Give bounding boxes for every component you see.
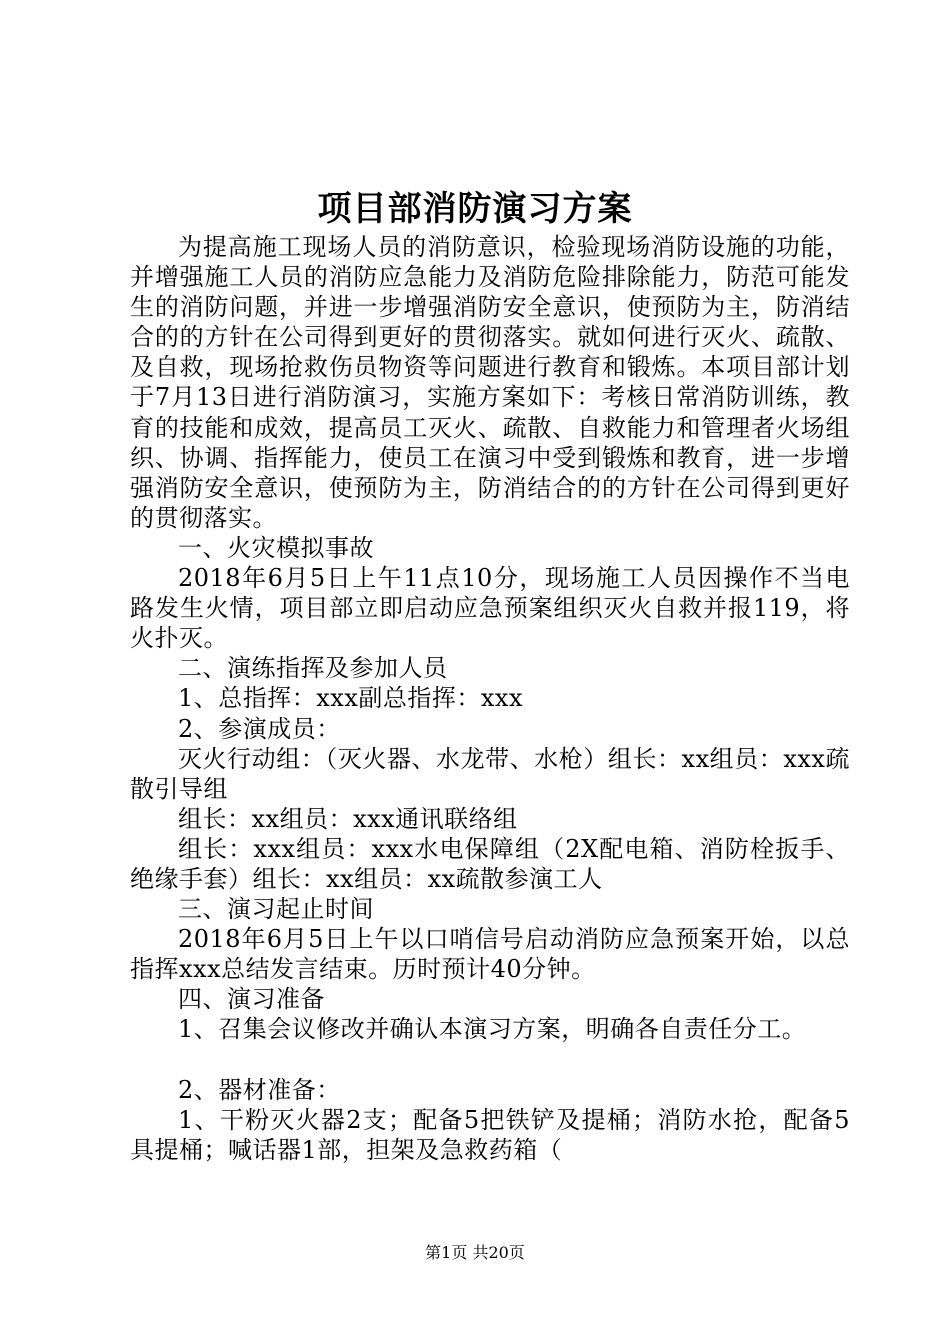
section-heading-command-personnel: 二、演练指挥及参加人员 [178, 654, 448, 683]
fire-simulation-paragraph: 2018年6月5日上午11点10分，现场施工人员因操作不当电路发生火情，项目部立即启动应急预案组织灭火自救并报119，将火扑灭。 [130, 564, 850, 653]
time-paragraph: 2018年6月5日上午以口哨信号启动消防应急预案开始，以总指挥xxx总结发言结束。历时预计40分钟。 [130, 925, 850, 984]
section-heading-preparation: 四、演习准备 [178, 985, 325, 1014]
section-heading-time: 三、演习起止时间 [178, 895, 374, 924]
page-number-footer: 第1页 共20页 [425, 1243, 525, 1262]
commander-line: 1、总指挥：xxx副总指挥：xxx [178, 684, 523, 713]
document-body [130, 232, 850, 1165]
equipment-list-paragraph: 1、干粉灭火器2支；配备5把铁铲及提桶；消防水抢，配备5具提桶；喊话器1部，担架及急救药箱（ [130, 1105, 850, 1164]
section-heading-fire-simulation: 一、火灾模拟事故 [178, 533, 374, 562]
participants-line: 2、参演成员： [178, 714, 341, 743]
equipment-heading-line: 2、器材准备： [178, 1075, 341, 1104]
preparation-meeting-line: 1、召集会议修改并确认本演习方案，明确各自责任分工。 [178, 1015, 807, 1044]
firefighting-group-line: 灭火行动组：（灭火器、水龙带、水枪）组长：xx组员：xxx疏散引导组 [130, 744, 850, 803]
communication-group-line: 组长：xxx组员：xxx水电保障组（2X配电箱、消防栓扳手、绝缘手套）组长：xx组员：xx疏散参演工人 [130, 834, 850, 893]
evacuation-group-line: 组长：xx组员：xxx通讯联络组 [178, 804, 518, 833]
intro-paragraph: 为提高施工现场人员的消防意识，检验现场消防设施的功能，并增强施工人员的消防应急能力及消防危险排除能力，防范可能发生的消防问题，并进一步增强消防安全意识，使预防为主，防消结合的的方针在公司得到更好的贯彻落实。就如何进行灭火、疏散、及自救，现场抢救伤员物资等问题进行教育和锻炼。本项目部计划于7月13日进行消防演习，实施方案如下：考核日常消防训练，教育的技能和成效，提高员工灭火、疏散、自救能力和管理者火场组织、协调、指挥能力，使员工在演习中受到锻炼和教育，进一步增强消防安全意识，使预防为主，防消结合的的方针在公司得到更好的贯彻落实。 [130, 233, 850, 532]
document-title: 项目部消防演习方案 [317, 189, 633, 229]
